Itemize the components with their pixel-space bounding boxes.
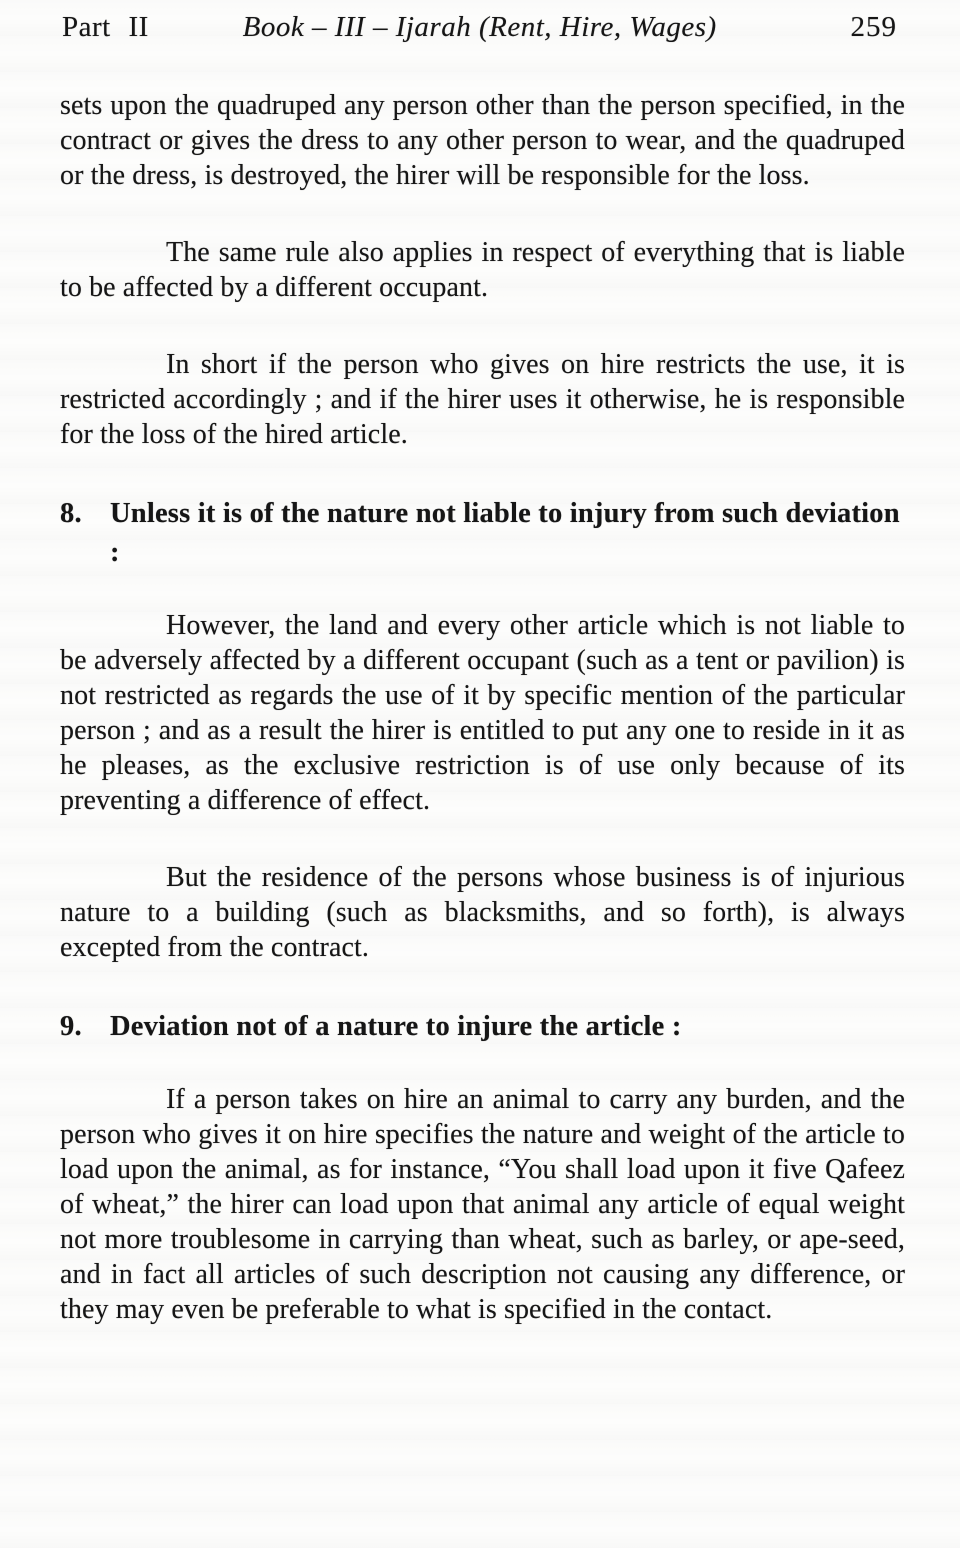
header-book-title: Book – III – Ijarah (Rent, Hire, Wages) (242, 11, 717, 43)
section-number: 8. (60, 498, 82, 529)
header-part-label: Part II (62, 11, 149, 43)
section-heading (60, 1007, 905, 1046)
section-number: 9. (60, 1011, 82, 1042)
paragraph: The same rule also applies in respect of everything that is liable to be affected by a different occupant. (60, 237, 905, 303)
page-header (60, 10, 905, 44)
section-heading-text: Deviation not of a nature to injure the article : (110, 1011, 682, 1042)
paragraph: In short if the person who gives on hire restricts the use, it is restricted accordingly ; and if the hirer uses it otherwise, he is responsible for the loss of the hired article. (60, 349, 905, 450)
paragraph: But the residence of the persons whose business is of injurious nature to a building (such as blacksmiths, and so forth), is always excepted from the contract. (60, 862, 905, 963)
paragraph: However, the land and every other article which is not liable to be adversely affected by a different occupant (such as a tent or pavilion) is not restricted as regards the use of it by specific mention of the particular person ; and as a result the hirer is entitled to put any one to reside in it as he pleases, as the exclusive restriction is of use only because of its preventing a difference of effect. (60, 610, 905, 816)
section-heading (60, 494, 905, 572)
paragraph: If a person takes on hire an animal to carry any burden, and the person who gives it on hire specifies the nature and weight of the article to load upon the animal, as for instance, “You shall load upon it five Qafeez of wheat,” the hirer can load upon that animal any article of equal weight not more troublesome in carrying than wheat, such as barley, or ape-seed, and in fact all articles of such description not causing any difference, or they may even be preferable to what is specified in the contact. (60, 1084, 905, 1325)
header-page-number: 259 (850, 11, 897, 43)
section-heading-text: Unless it is of the nature not liable to injury from such deviation : (110, 498, 900, 568)
page-body (60, 88, 905, 1327)
paragraph: sets upon the quadruped any person other than the person specified, in the contract or gives the dress to any other person to wear, and the quadruped or the dress, is destroyed, the hirer will be responsible for the loss. (60, 90, 905, 191)
